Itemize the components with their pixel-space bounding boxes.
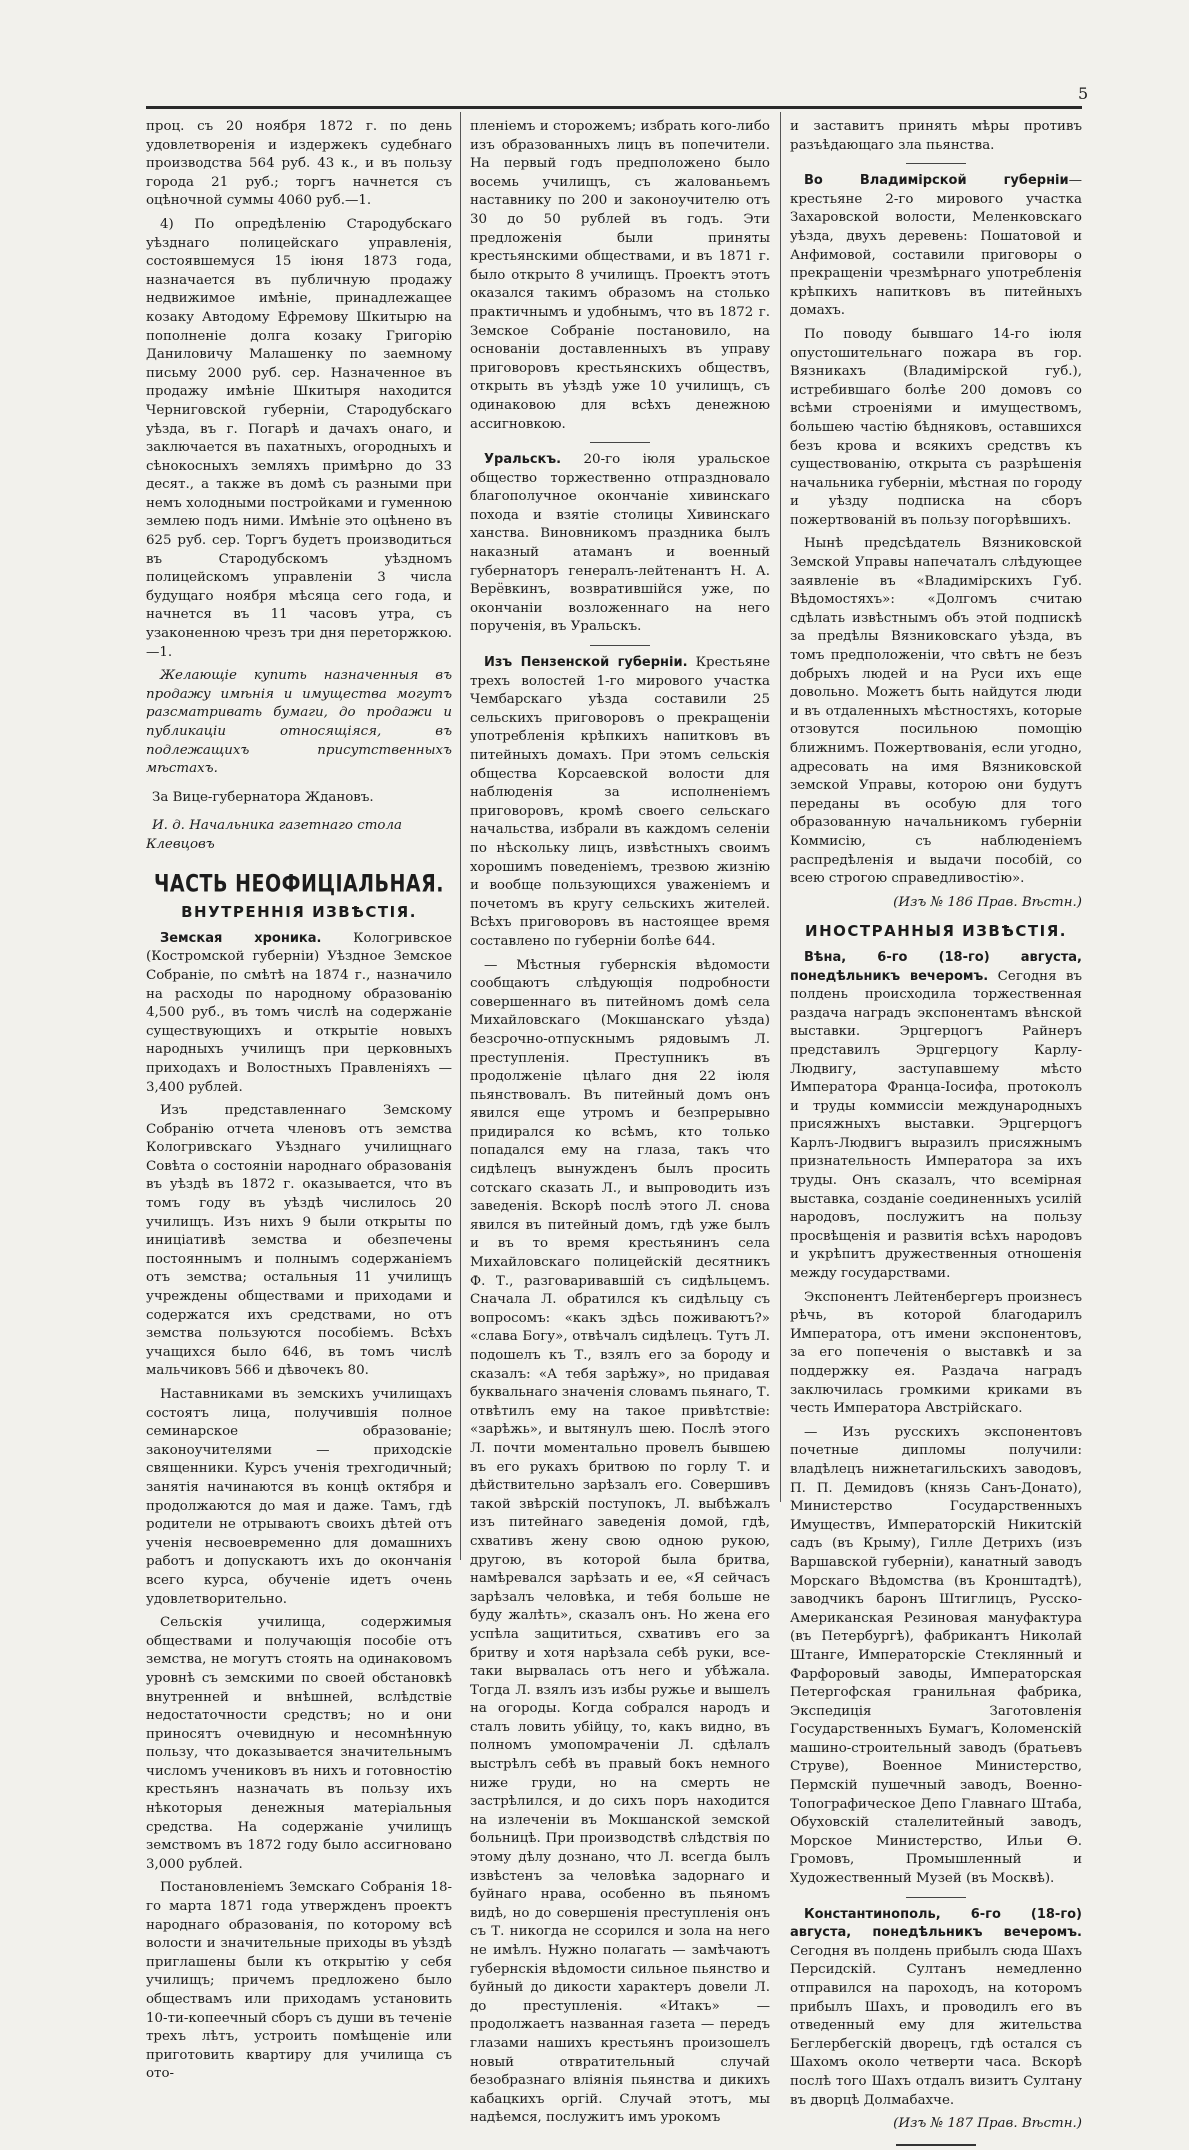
lead-heading: Земская хроника.: [160, 930, 322, 946]
paragraph: Нынѣ предсѣдатель Вязниковской Земской Управы напечаталъ слѣдующее заявленіе въ «Владимірскихъ Губ. Вѣдомостяхъ»: «Долгомъ считаю сдѣлать извѣстнымъ объ этой подпискѣ за предѣлы Вязниковскаго уѣзда, въ томъ предположеніи, что свѣтъ не безъ добрыхъ людей и на Руси ихъ еще довольно. Можетъ быть найдутся люди и въ отдаленныхъ мѣстностяхъ, которые отзовутся посильною помощію ближнимъ. Пожертвованія, если угодно, адресовать на имя Вязниковской земской Управы, которою они будутъ переданы въ особую для того образованную начальникомъ губерніи Коммисію, съ наблюденіемъ распредѣленія и выдачи пособій, со всею строгою справедливостію».: [790, 536, 1082, 887]
end-rule: [896, 2144, 976, 2146]
paragraph: По поводу бывшаго 14-го іюля опустошительнаго пожара въ гор. Вязникахъ (Владимірской губ.), истребившаго болѣе 200 домовъ со всѣми строеніями и имуществомъ, большею частію бѣдняковъ, оставшихся безъ крова и всякихъ средствъ къ существованію, открыта съ разрѣшенія начальника губерніи, мѣстная по городу и уѣзду подписка на сборъ пожертвованій въ пользу погорѣвшихъ.: [790, 326, 1082, 528]
column-3: [790, 118, 1082, 2150]
paragraph-text: Сегодня въ полдень прибылъ сюда Шахъ Персидскій. Султанъ немедленно отправился на пароходъ, на которомъ прибылъ Шахъ, и проводилъ его въ отведенный ему для жительства Беглербегскій дворецъ, гдѣ остался съ Шахомъ около четверти часа. Вскорѣ послѣ того Шахъ отдалъ визитъ Султану въ дворцѣ Долмабахче.: [790, 1943, 1082, 2108]
paragraph: [146, 930, 452, 1097]
separator: [906, 1897, 966, 1898]
lead-heading: Изъ Пензенской губерніи.: [484, 655, 688, 671]
paragraph: 4) По опредѣленію Стародубскаго уѣзднаго полицейскаго управленія, состоявшемуся 15 іюня 1873 года, назначается въ публичную продажу недвижимое имѣніе, принадлежащее козаку Автодому Ефремову Шкитырю на пополненіе долга козаку Григорію Даниловичу Малашенку по заемному письму 2000 руб. сер. Назначенное въ продажу имѣніе Шкитыря находится Черниговской губерніи, Стародубскаго уѣзда, въ г. Погарѣ и дачахъ онаго, и заключается въ пахатныхъ, огородныхъ и сѣнокосныхъ земляхъ примѣрно до 33 десят., а также въ домѣ съ разными при немъ холодными постройками и гуменною землею подъ ними. Имѣніе это оцѣнено въ 625 руб. сер. Торгъ будетъ производиться въ Стародубскомъ уѣздномъ полицейскомъ управленіи 3 числа будущаго ноября мѣсяца сего года, и начнется въ 11 часовъ утра, съ узаконенною чрезъ три дня переторжкою.—1.: [146, 216, 452, 660]
source-citation: (Изъ № 186 Прав. Вѣстн.): [893, 894, 1082, 910]
paragraph: [790, 172, 1082, 321]
paragraph-text: Сегодня въ полдень происходила торжественная раздача наградъ экспонентамъ вѣнской выставки. Эрцгерцогъ Райнеръ представилъ Эрцгерцогу Карлу-Людвигу, заступавшему мѣсто Императора Франца-Іосифа, протоколъ и труды коммиссіи международныхъ присяжныхъ выставки. Эрцгерцогъ Карлъ-Людвигъ выразилъ присяжнымъ признательность Императора за ихъ труды. Онъ сказалъ, что всемірная выставка, созданіе соединенныхъ усилій народовъ, послужитъ на пользу просвѣщенія и развитія всѣхъ народовъ и укрѣпитъ дружественныя отношенія между государствами.: [790, 968, 1082, 1282]
paragraph: [790, 949, 1082, 1284]
paragraph-text: Кологривское (Костромской губерніи) Уѣздное Земское Собраніе, по смѣтѣ на 1874 г., назначило на расходы по народному образованію 4,500 руб., въ томъ числѣ на содержаніе существующихъ и открытіе новыхъ народныхъ училищъ при церковныхъ приходахъ и Волостныхъ Правленіяхъ — 3,400 рублей.: [146, 930, 452, 1095]
section-title: ЧАСТЬ НЕОФИЦІАЛЬНАЯ.: [154, 869, 444, 898]
paragraph: проц. съ 20 ноября 1872 г. по день удовлетворенія и издержекъ судебнаго производства 564 руб. 43 к., и въ пользу города 21 руб.; торгъ начнется съ оцѣночной суммы 4060 руб.—1.: [146, 119, 452, 209]
source-citation: (Изъ № 187 Прав. Вѣстн.): [893, 2116, 1082, 2132]
paragraph: Экспонентъ Лейтенбергеръ произнесъ рѣчь, въ которой благодарилъ Императора, отъ имени экспонентовъ, за его попеченія о выставкѣ и за поддержку ея. Раздача наградъ заключилась громкими криками въ честь Императора Австрійскаго.: [790, 1289, 1082, 1417]
subsection-title-domestic: ВНУТРЕННІЯ ИЗВѢСТІЯ.: [181, 903, 417, 922]
lead-heading: Во Владимірской губерніи: [804, 173, 1069, 189]
paragraph: — Изъ русскихъ экспонентовъ почетные дипломы получили: владѣлецъ нижнетагильскихъ заводовъ, П. П. Демидовъ (князь Санъ-Донато), Министерство Государственныхъ Имуществъ, Императорскій Никитскій садъ (въ Крыму), Гилле Детрихъ (изъ Варшавской губерніи), канатный заводъ Морскаго Вѣдомства (въ Кронштадтѣ), заводчикъ баронъ Штиглицъ, Русско-Американская Резиновая мануфактура (въ Петербургѣ), фабрикантъ Николай Штанге, Императорскіе Стеклянный и Фарфоровый заводы, Императорская Петергофская гранильная фабрика, Экспедиція Заготовленія Государственныхъ Бумагъ, Коломенскій машино-строительный заводъ (братьевъ Струве), Военное Министерство, Пермскій пушечный заводъ, Военно-Топографическое Депо Главнаго Штаба, Обуховскій сталелитейный заводъ, Морское Министерство, Ильи Ѳ. Громовъ, Промышленный и Художественный Музей (въ Москвѣ).: [790, 1424, 1082, 1887]
separator: [906, 163, 966, 164]
paragraph: Изъ представленнаго Земскому Собранію отчета членовъ отъ земства Кологривскаго Уѣзднаго училищнаго Совѣта о состояніи народнаго образованія въ уѣздѣ въ 1872 г. оказывается, что въ томъ году въ уѣздѣ числилось 20 училищъ. Изъ нихъ 9 были открыты по иниціативѣ земства и обезпечены постояннымъ и полнымъ содержаніемъ отъ земства; остальныя 11 училищъ учреждены обществами и приходами и содержатся ихъ средствами, но отъ земства пользуются пособіемъ. Всѣхъ учащихся было 646, въ томъ числѣ мальчиковъ 566 и дѣвочекъ 80.: [146, 1103, 452, 1379]
column-2: [470, 118, 770, 2133]
sale-notice: Желающіе купить назначенныя въ продажу имѣнія и имущества могутъ разсматривать бумаги, до продажи и публикаціи относящіяся, въ подлежащихъ присутственныхъ мѣстахъ.: [146, 668, 452, 777]
paragraph: пленіемъ и сторожемъ; избрать кого-либо изъ образованныхъ лицъ въ попечители. На первый годъ предположено было восемь училищъ, съ жалованьемъ наставнику по 200 и законоучителю отъ 30 до 50 рублей въ годъ. Эти предложенія были приняты крестьянскими обществами, и въ 1871 г. было открыто 8 училищъ. Проектъ этотъ оказался такимъ образомъ на столько практичнымъ и удобнымъ, что въ 1872 г. Земское Собраніе постановило, на основаніи доставленныхъ въ управу приговоровъ крестьянскихъ обществъ, открыть въ уѣздѣ уже 10 училищъ, съ одинаковою для всѣхъ денежною ассигновкою.: [470, 119, 770, 432]
paragraph: и заставитъ принять мѣры противъ разъѣдающаго зла пьянства.: [790, 119, 1082, 153]
paragraph-text: — крестьяне 2-го мирового участка Захаровской волости, Меленковскаго уѣзда, двухъ деревень: Пошатовой и Анфимовой, составили приговоры о прекращеніи чрезмѣрнаго употребленія крѣпкихъ напитковъ въ питейныхъ домахъ.: [790, 173, 1082, 319]
paragraph: [470, 451, 770, 637]
paragraph-text: Крестьяне трехъ волостей 1-го мирового участка Чембарскаго уѣзда составили 25 сельскихъ приговоровъ о прекращеніи употребленія крѣпкихъ напитковъ въ питейныхъ домахъ. При этомъ сельскія общества Корсаевской волости для наблюденія за исполненіемъ приговоровъ, кромѣ своего сельскаго начальства, избрали въ каждомъ селеніи по нѣскольку лицъ, извѣстныхъ своимъ хорошимъ поведеніемъ, трезвою жизнію и вообще пользующихся уваженіемъ и почетомъ въ кругу сельскихъ жителей. Всѣхъ приговоровъ въ настоящее время составлено по губерніи болѣе 644.: [470, 655, 770, 949]
paragraph: Постановленіемъ Земскаго Собранія 18-го марта 1871 года утвержденъ проектъ народнаго образованія, по которому всѣ волости и значительные приходы въ уѣздѣ приглашены были къ открытію у себя училищъ; причемъ предложено было обществамъ или приходамъ установить 10-ти-копеечный сборъ съ души въ теченіе трехъ лѣтъ, устроить помѣщеніе или приготовить квартиру для училища съ ото-: [146, 1880, 452, 2082]
page-number: 5: [1078, 84, 1089, 103]
signature-vice-governor: За Вице-губернатора Ждановъ.: [152, 789, 374, 805]
paragraph: [470, 654, 770, 952]
column-1: [146, 118, 452, 2089]
paragraph: — Мѣстныя губернскія вѣдомости сообщаютъ слѣдующія подробности совершеннаго въ питейномъ домѣ села Михайловскаго (Мокшанскаго уѣзда) безсрочно-отпускнымъ рядовымъ Л. преступленія. Преступникъ въ продолженіе цѣлаго дня 22 іюля пьянствовалъ. Въ питейный домъ онъ явился еще утромъ и безпрерывно придирался ко всѣмъ, кто только попадался ему на глаза, такъ что сидѣлецъ вынужденъ былъ просить сотскаго сказать Л., и выпроводить изъ заведенія. Вскорѣ послѣ этого Л. снова явился въ питейный домъ, гдѣ уже былъ и въ то время крестьянинъ села Михайловскаго полицейскій десятникъ Ф. Т., разговаривавшій съ сидѣльцемъ. Сначала Л. обратился къ сидѣльцу съ вопросомъ: «какъ здѣсь поживаютъ?» «слава Богу», отвѣчалъ сидѣлецъ. Тутъ Л. подошелъ къ Т., взялъ его за бороду и сказалъ: «А тебя зарѣжу», но придавая буквальнаго значенія словамъ пьянаго, Т. отвѣтилъ ему на такое привѣтствіе: «зарѣжь», и вытянулъ шею. Послѣ этого Л. почти моментально провелъ бывшею въ его рукахъ бритвою по горлу Т. и дѣйствительно зарѣзалъ его. Совершивъ такой звѣрскій поступокъ, Л. выбѣжалъ изъ питейнаго заведенія домой, гдѣ, схвативъ жену свою одною рукою, другою, въ которой была бритва, намѣревался зарѣзать и ее, «Я сейчасъ зарѣзалъ человѣка, и тебя больше не буду жалѣть», сказалъ онъ. Но жена его успѣла защититься, схвативъ его за бритву и хотя нарѣзала себѣ руки, все-таки вырвалась отъ него и убѣжала. Тогда Л. взялъ изъ избы ружье и вышелъ на огороды. Когда собрался народъ и сталъ ловить убійцу, то, какъ видно, въ полномъ умопомраченіи Л. сдѣлалъ выстрѣлъ себѣ въ правый бокъ немного ниже груди, но на смерть не застрѣлился, и до сихъ поръ находится на излеченіи въ Мокшанской земской больницѣ. При производствѣ слѣдствія по этому дѣлу дознано, что Л. всегда былъ извѣстенъ за человѣка задорнаго и буйнаго нрава, особенно въ пьяномъ видѣ, но до совершенія преступленія онъ съ Т. никогда не ссорился и зола на него не имѣлъ. Нужно полагать — замѣчаютъ губернскія вѣдомости сильное пьянство и буйный до дикости характеръ довели Л. до преступленія. «Итакъ» — продолжаетъ названная газета — передъ глазами нашихъ крестьянъ произошелъ новый отвратительный случай безобразнаго вліянія пьянства и дикихъ кабацкихъ оргій. Случай этотъ, мы надѣемся, послужитъ имъ урокомъ: [470, 957, 770, 2126]
column-divider-2: [780, 112, 781, 1502]
separator: [590, 645, 650, 646]
paragraph-text: 20-го іюля уральское общество торжественно отпраздновало благополучное окончаніе хивинскаго похода и взятіе столицы Хивинскаго ханства. Виновникомъ праздника былъ наказный атаманъ и военный губернаторъ генералъ-лейтенантъ Н. А. Верёвкинъ, возвратившійся уже, по окончаніи возложеннаго на него порученія, въ Уральскъ.: [470, 452, 770, 635]
lead-heading: Константинополь, 6-го (18-го) августа, понедѣльникъ вечеромъ.: [790, 1906, 1082, 1941]
separator: [590, 442, 650, 443]
paragraph: Наставниками въ земскихъ училищахъ состоятъ лица, получившія полное семинарское образованіе; законоучителями — приходскіе священники. Курсъ ученія трехгодичный; занятія начинаются въ концѣ октября и продолжаются до мая и даже. Тамъ, гдѣ родители не отрываютъ своихъ дѣтей отъ ученія несвоевременно для домашнихъ работъ и допускаютъ ихъ до окончанія всего курса, обученіе идетъ очень удовлетворительно.: [146, 1387, 452, 1607]
lead-heading: Вѣна, 6-го (18-го) августа, понедѣльникъ вечеромъ.: [790, 949, 1082, 984]
lead-heading: Уральскъ.: [484, 452, 562, 468]
header-rule: [146, 106, 1082, 109]
paragraph: Сельскія училища, содержимыя обществами и получающія пособіе отъ земства, не могутъ стоять на одинаковомъ уровнѣ съ земскими по своей обстановкѣ внутренней и внѣшней, вслѣдствіе недостаточности средствъ; но и они приносятъ очевидную и несомнѣнную пользу, что доказывается значительнымъ числомъ учениковъ въ нихъ и готовностію крестьянъ назначать въ пользу ихъ нѣкоторыя денежныя матеріальныя средства. На содержаніе училищъ земствомъ въ 1872 году было ассигновано 3,000 рублей.: [146, 1615, 452, 1872]
column-divider-1: [460, 112, 461, 1560]
subsection-title-foreign: ИНОСТРАННЫЯ ИЗВѢСТІЯ.: [805, 922, 1067, 941]
paragraph: [790, 1906, 1082, 2111]
signature-desk-chief: И. д. Начальника газетнаго стола Клевцовъ: [146, 818, 402, 852]
